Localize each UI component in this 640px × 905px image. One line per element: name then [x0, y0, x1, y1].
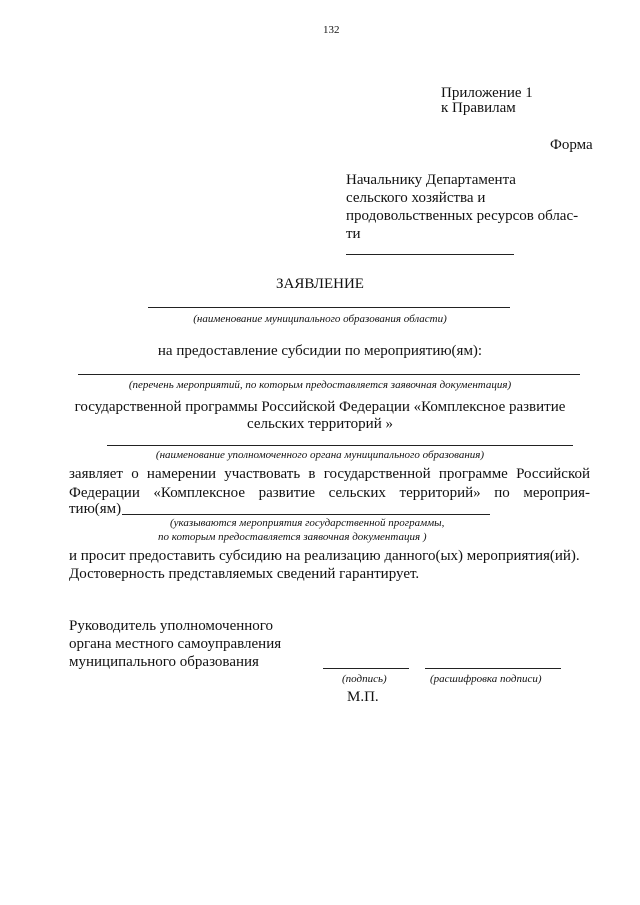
caption-events-line-2: по которым предоставляется заявочная документация )	[158, 531, 427, 543]
addressee-line-3: продовольственных ресурсов облас-	[346, 208, 579, 224]
page-number: 132	[323, 24, 340, 36]
caption-signature: (подпись)	[342, 673, 387, 685]
events-list-blank	[78, 374, 580, 375]
stamp-label: М.П.	[347, 689, 379, 705]
addressee-line-1: Начальнику Департамента	[346, 172, 516, 188]
signature-decoding-blank	[425, 668, 561, 669]
addressee-line-2: сельского хозяйства и	[346, 190, 486, 206]
caption-municipality: (наименование муниципального образования области)	[193, 313, 447, 325]
signature-blank	[323, 668, 409, 669]
addressee-line-4: ти	[346, 226, 361, 242]
program-line-2: сельских территорий »	[247, 416, 393, 432]
municipality-blank	[148, 307, 510, 308]
signatory-line-3: муниципального образования	[69, 654, 259, 670]
caption-events-line-1: (указываются мероприятия государственной программы,	[170, 517, 445, 529]
caption-authorized-body: (наименование уполномоченного органа муниципального образования)	[155, 449, 485, 461]
addressee-name-blank	[346, 254, 514, 255]
document-title: ЗАЯВЛЕНИЕ	[276, 276, 364, 292]
caption-signature-decoding: (расшифровка подписи)	[430, 673, 542, 685]
appendix-line-1: Приложение 1	[441, 85, 533, 101]
signatory-line-1: Руководитель уполномоченного	[69, 618, 274, 634]
subsidy-line: на предоставление субсидии по мероприятию(ям):	[157, 343, 483, 359]
statement-line-1: заявляет о намерении участвовать в государственной программе Российской	[69, 466, 590, 482]
events-blank	[122, 514, 490, 515]
form-label: Форма	[550, 137, 593, 153]
statement-line-3: тию(ям)	[69, 501, 122, 517]
signatory-line-2: органа местного самоуправления	[69, 636, 282, 652]
request-line-1: и просит предоставить субсидию на реализацию данного(ых) мероприятия(ий).	[69, 548, 580, 564]
request-line-2: Достоверность представляемых сведений гарантирует.	[69, 566, 420, 582]
statement-line-2: Федерации «Комплексное развитие сельских территорий» по мероприя-	[69, 485, 590, 501]
caption-events-list: (перечень мероприятий, по которым предоставляется заявочная документация)	[128, 379, 512, 391]
program-line-1: государственной программы Российской Федерации «Комплексное развитие	[74, 399, 566, 415]
authorized-body-blank	[107, 445, 573, 446]
appendix-line-2: к Правилам	[441, 100, 516, 116]
